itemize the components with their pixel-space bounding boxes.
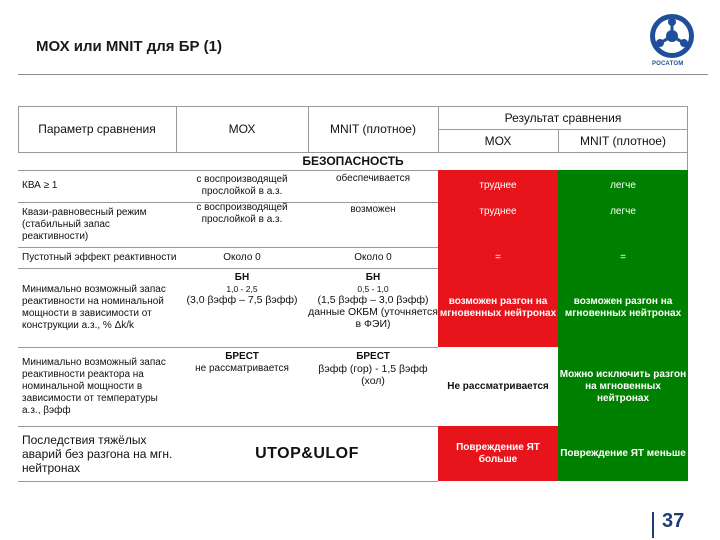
mox-not-considered: не рассматривается: [195, 363, 289, 374]
logo-text: РОСАТОМ: [652, 61, 684, 67]
row-temp-mnit: [308, 347, 438, 426]
row-kva-result-mox: труднее: [438, 170, 558, 202]
row-void-param: Пустотный эффект реактивности: [22, 251, 176, 263]
row-quasi-mnit: возможен: [350, 204, 396, 215]
row-void-result-mnit: =: [558, 247, 688, 268]
row-void-mnit: Около 0: [354, 251, 392, 263]
header-param: Параметр сравнения: [38, 122, 156, 136]
row-kva-mox: с воспроизводящей прослойкой в а.з.: [196, 174, 288, 197]
header-mnit: MNIT (плотное): [330, 122, 416, 136]
row-reserve-result-mox: возможен разгон на мгновенных нейтронах: [438, 268, 558, 347]
row-kva-result-mnit: легче: [558, 170, 688, 202]
row-temp-param: Минимально возможный запас реактивности реактора на номинальной мощности в зависимости от температуры а.з., βэфф: [22, 356, 166, 416]
header-result-mnit: MNIT (плотное): [580, 133, 666, 148]
row-quasi-result-mox: труднее: [438, 202, 558, 247]
row-quasi-mox: с воспроизводящей прослойкой в а.з.: [196, 202, 288, 225]
row-void-result-mox: =: [438, 247, 558, 268]
mox-brest-label: БРЕСТ: [225, 351, 259, 362]
mnit-reactor-label: БН: [365, 272, 381, 283]
row-accident-param: Последствия тяжёлых аварий без разгона на мгн. нейтронах: [22, 432, 173, 475]
mnit-reserve-beta: (1,5 βэфф – 3,0 βэфф) данные ОКБМ (уточняется в ФЭИ): [308, 294, 438, 330]
page-number-bar: [652, 512, 654, 538]
page-number: 37: [662, 510, 685, 532]
row-quasi-result-mnit: легче: [558, 202, 688, 247]
mnit-temp-beta: βэфф (гор) - 1,5 βэфф (хол): [318, 363, 428, 387]
mnit-brest-label: БРЕСТ: [356, 351, 390, 362]
row-accident-result-mnit: Повреждение ЯТ меньше: [558, 426, 688, 481]
mnit-reserve-range: 0,5 - 1,0: [357, 284, 389, 294]
row-void-mox: Около 0: [223, 251, 261, 263]
row-temp-result-mnit: Можно исключить разгон на мгновенных нейтронах: [558, 347, 688, 426]
row-temp-result-mox: Не рассматривается: [447, 380, 549, 392]
row-kva-mnit: обеспечивается: [335, 173, 411, 184]
row-kva-param: КВА ≥ 1: [22, 180, 58, 191]
row-accident-result-mox: Повреждение ЯТ больше: [438, 426, 558, 481]
row-reserve-param: Минимально возможный запас реактивности на номинальной мощности в зависимости от конструкции а.з., % Δk/k: [22, 283, 166, 331]
header-result: Результат сравнения: [504, 110, 622, 125]
row-reserve-mox: [176, 268, 308, 347]
slide-title: МОХ или MNIT для БР (1): [36, 38, 222, 55]
row-accident-merged: UTOP&ULOF: [255, 444, 359, 462]
row-reserve-result-mnit: возможен разгон на мгновенных нейтронах: [558, 268, 688, 347]
mox-reserve-range: 1,0 - 2,5: [226, 284, 258, 294]
row-quasi-param: Квази-равновесный режим (стабильный запас реактивности): [22, 206, 147, 242]
header-result-mox: МОХ: [484, 133, 512, 148]
row-reserve-mnit: [308, 268, 438, 347]
mox-reserve-beta: (3,0 βэфф – 7,5 βэфф): [186, 294, 298, 306]
section-safety: БЕЗОПАСНОСТЬ: [302, 154, 404, 168]
mox-reactor-label: БН: [234, 272, 250, 283]
header-mox: МОХ: [228, 122, 256, 136]
row-temp-mox: [176, 347, 308, 426]
title-divider: [18, 74, 708, 75]
comparison-table: [18, 106, 688, 496]
row-border: [18, 481, 438, 482]
